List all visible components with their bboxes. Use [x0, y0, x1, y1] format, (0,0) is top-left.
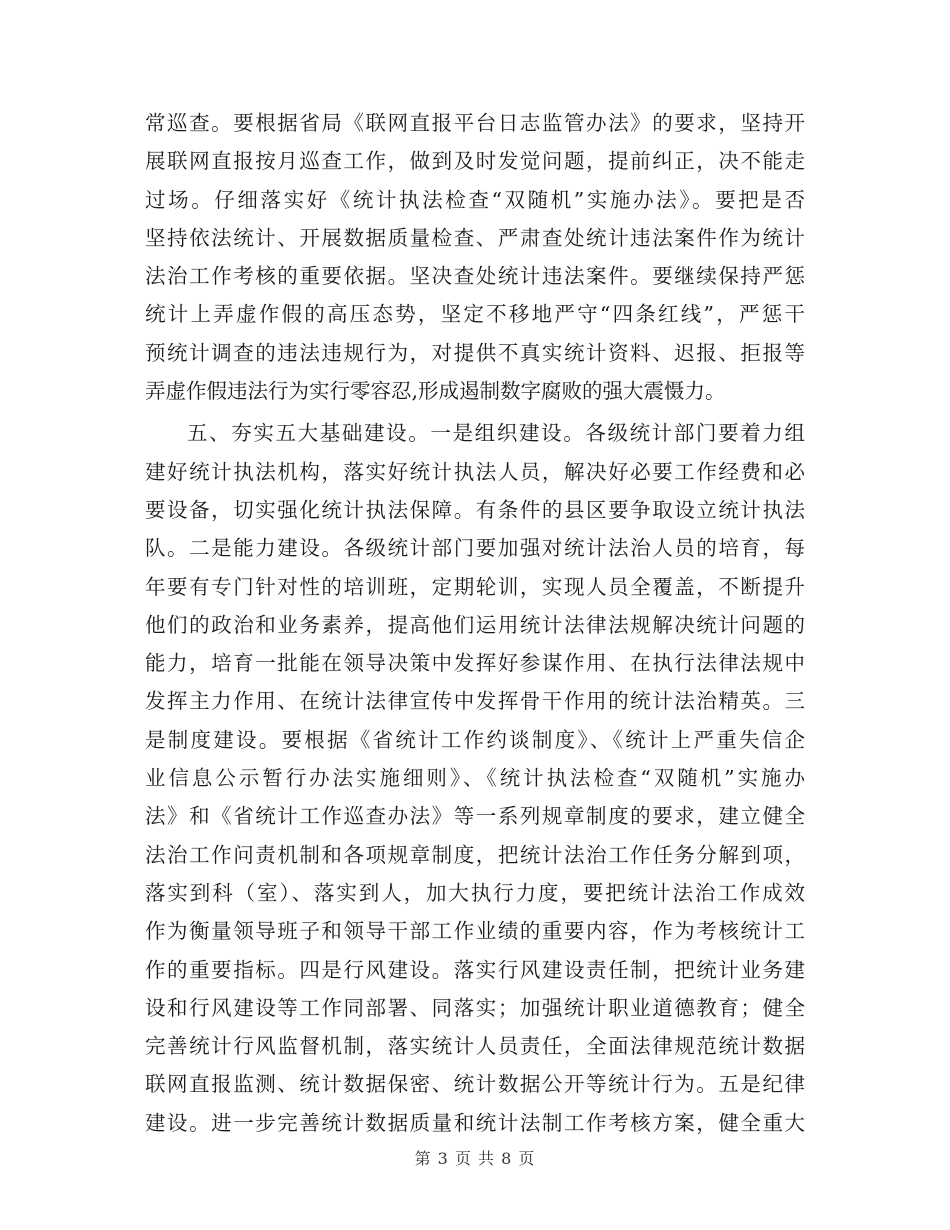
text-line: 坚持依法统计、开展数据质量检查、严肃查处统计违法案件作为统计	[145, 225, 805, 250]
text-line: 联网直报监测、统计数据保密、统计数据公开等统计行为。五是纪律	[145, 1072, 805, 1097]
text-line: 五、夯实五大基础建设。一是组织建设。各级统计部门要着力组	[187, 421, 805, 446]
paragraph-2	[145, 414, 805, 1142]
text-line: 落实到科（室）、落实到人，加大执行力度，要把统计法治工作成效	[145, 880, 805, 905]
text-line: 作的重要指标。四是行风建设。落实行风建设责任制，把统计业务建	[145, 957, 805, 982]
document-body	[145, 104, 805, 1142]
text-line: 建好统计执法机构，落实好统计执法人员，解决好必要工作经费和必	[145, 459, 805, 484]
paragraph-1	[145, 104, 805, 410]
text-line: 预统计调查的违法违规行为，对提供不真实统计资料、迟报、拒报等	[145, 340, 805, 365]
text-line: 队。二是能力建设。各级统计部门要加强对统计法治人员的培育，每	[145, 536, 805, 561]
text-line: 年要有专门针对性的培训班，定期轮训，实现人员全覆盖，不断提升	[145, 574, 805, 599]
text-line: 完善统计行风监督机制，落实统计人员责任，全面法律规范统计数据	[145, 1034, 805, 1059]
text-line: 设和行风建设等工作同部署、同落实；加强统计职业道德教育；健全	[145, 995, 805, 1020]
text-line: 法治工作考核的重要依据。坚决查处统计违法案件。要继续保持严惩	[145, 264, 805, 289]
text-line: 法》和《省统计工作巡查办法》等一系列规章制度的要求，建立健全	[145, 804, 805, 829]
text-line: 要设备，切实强化统计执法保障。有条件的县区要争取设立统计执法	[145, 497, 805, 522]
page-number: 第 3 页 共 8 页	[414, 1149, 536, 1168]
text-line: 展联网直报按月巡查工作，做到及时发觉问题，提前纠正，决不能走	[145, 149, 805, 174]
text-line: 统计上弄虚作假的高压态势，坚定不移地严守“四条红线”，严惩干	[145, 302, 805, 327]
text-line: 业信息公示暂行办法实施细则》、《统计执法检查“双随机”实施办	[145, 766, 805, 791]
text-line: 是制度建设。要根据《省统计工作约谈制度》、《统计上严重失信企	[145, 727, 805, 752]
text-line: 他们的政治和业务素养，提高他们运用统计法律法规解决统计问题的	[145, 612, 805, 637]
text-line: 过场。仔细落实好《统计执法检查“双随机”实施办法》。要把是否	[145, 187, 805, 212]
text-line: 常巡查。要根据省局《联网直报平台日志监管办法》的要求，坚持开	[145, 111, 805, 135]
text-line: 弄虚作假违法行为实行零容忍,形成遏制数字腐败的强大震慑力。	[145, 379, 726, 404]
text-line: 法治工作问责机制和各项规章制度，把统计法治工作任务分解到项，	[145, 842, 805, 867]
text-line: 能力，培育一批能在领导决策中发挥好参谋作用、在执行法律法规中	[145, 651, 805, 676]
text-line: 发挥主力作用、在统计法律宣传中发挥骨干作用的统计法治精英。三	[145, 689, 805, 714]
text-line: 建设。进一步完善统计数据质量和统计法制工作考核方案，健全重大	[145, 1110, 805, 1135]
text-line: 作为衡量领导班子和领导干部工作业绩的重要内容，作为考核统计工	[145, 919, 805, 944]
